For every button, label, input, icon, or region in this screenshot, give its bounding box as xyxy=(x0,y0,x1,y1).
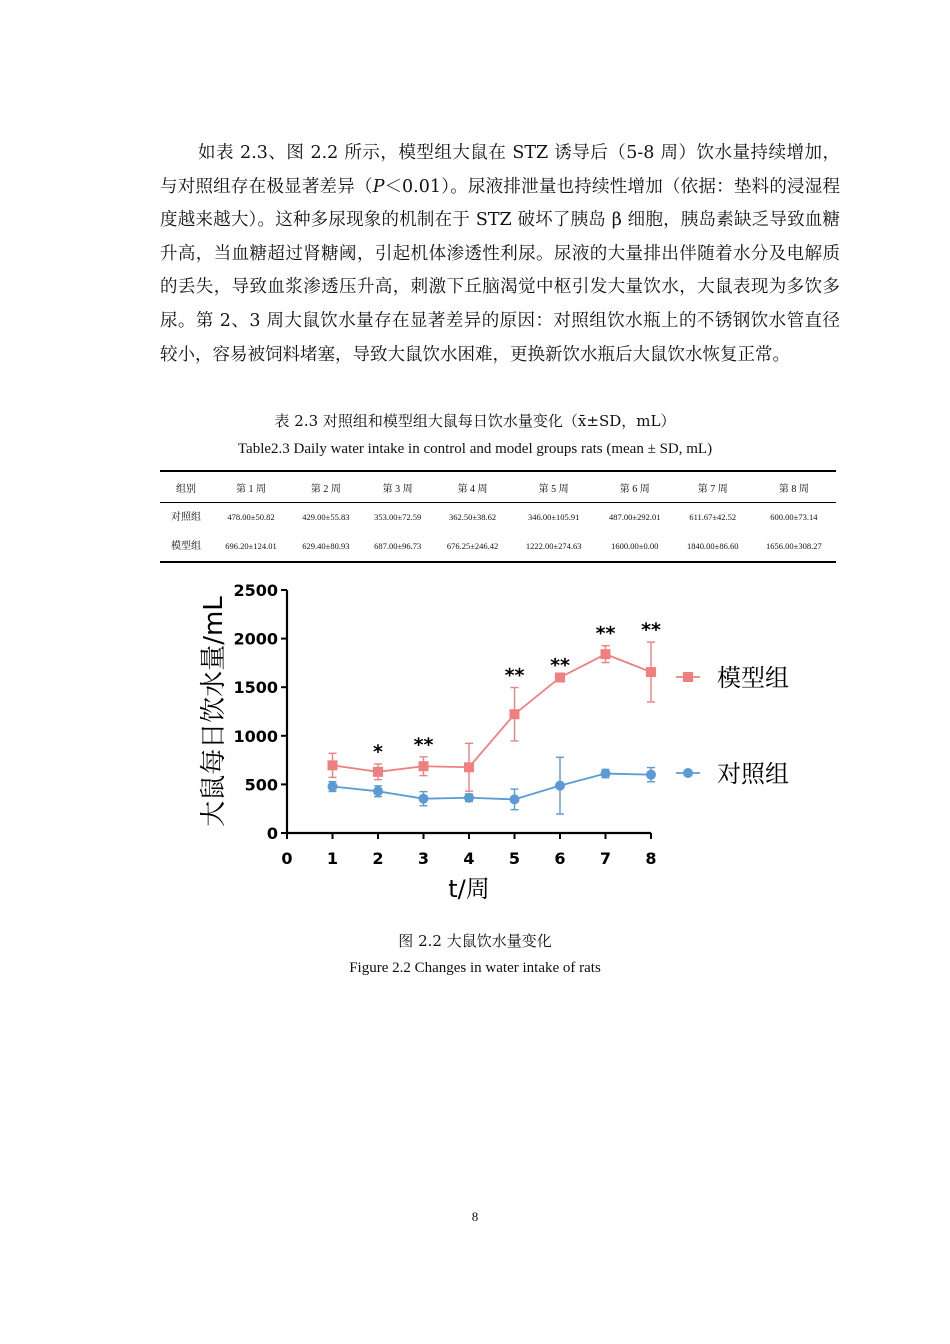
significance-marker: ** xyxy=(413,733,434,756)
header-group: 组别 xyxy=(176,483,196,495)
data-point xyxy=(464,762,474,772)
page-number: 8 xyxy=(471,1209,479,1224)
y-tick-label: 2500 xyxy=(233,581,278,600)
legend-marker xyxy=(683,672,693,682)
x-axis-label: t/周 xyxy=(448,875,490,903)
data-point xyxy=(646,667,656,677)
data-point xyxy=(510,709,520,719)
legend-label: 对照组 xyxy=(717,760,789,788)
data-point xyxy=(601,769,611,779)
table-cell: 1840.00±86.60 xyxy=(687,541,739,551)
cell-group-model: 模型组 xyxy=(171,541,201,552)
table-cell: 1600.00±0.00 xyxy=(611,541,659,551)
data-point xyxy=(373,767,383,777)
header-week-7: 第 7 周 xyxy=(697,483,728,495)
table-cell: 629.40±80.93 xyxy=(302,541,350,551)
table-caption-cn: 表 2.3 对照组和模型组大鼠每日饮水量变化（x̄±SD，mL） xyxy=(274,412,676,430)
data-point xyxy=(419,794,429,804)
table-cell: 353.00±72.59 xyxy=(374,512,422,522)
significance-marker: * xyxy=(373,740,383,763)
header-week-2: 第 2 周 xyxy=(310,483,341,495)
header-week-6: 第 6 周 xyxy=(619,483,650,495)
data-point xyxy=(464,793,474,803)
x-tick-label: 4 xyxy=(463,849,475,868)
table-row-model xyxy=(160,532,836,562)
cell-group-control: 对照组 xyxy=(171,512,201,523)
x-tick-label: 8 xyxy=(645,849,657,868)
data-point xyxy=(328,760,338,770)
table-cell: 346.00±105.91 xyxy=(527,512,580,522)
table-cell: 676.25±246.42 xyxy=(446,541,499,551)
table-cell: 429.00±55.83 xyxy=(302,512,350,522)
significance-marker: ** xyxy=(550,654,570,677)
figure-caption-en: Figure 2.2 Changes in water intake of rats xyxy=(349,960,601,976)
x-tick-label: 1 xyxy=(326,849,339,868)
table-cell: 1222.00±274.63 xyxy=(525,541,582,551)
header-week-4: 第 4 周 xyxy=(457,483,488,495)
x-tick-label: 0 xyxy=(281,849,293,868)
table-row-control xyxy=(160,503,836,533)
header-week-1: 第 1 周 xyxy=(236,483,266,495)
p-value-symbol: P xyxy=(372,176,385,197)
significance-marker: ** xyxy=(641,619,661,642)
table-cell: 478.00±50.82 xyxy=(227,512,275,522)
data-point xyxy=(419,761,429,771)
y-axis-label: 大鼠每日饮水量/mL xyxy=(199,596,229,827)
table-cell: 362.50±38.62 xyxy=(448,512,497,522)
table-cell: 611.67±42.52 xyxy=(689,512,737,522)
header-week-8: 第 8 周 xyxy=(778,483,809,495)
table-cell: 600.00±73.14 xyxy=(770,512,818,522)
data-point xyxy=(328,782,338,792)
paragraph-part1: 如表 2.3、图 2.2 所示，模型组大鼠在 STZ 诱导后（5-8 周）饮水量持续增加，与对照组存在极显著差异（ xyxy=(160,143,840,197)
water-intake-chart xyxy=(180,575,820,910)
significance-marker: ** xyxy=(595,622,616,645)
header-week-3: 第 3 周 xyxy=(382,483,413,495)
significance-marker: ** xyxy=(504,664,525,687)
table-cell: 687.00±96.73 xyxy=(374,541,422,551)
table-cell: 696.20±124.01 xyxy=(225,541,277,551)
y-tick-label: 1500 xyxy=(233,678,278,698)
y-tick-label: 1000 xyxy=(233,726,278,746)
table-cell: 487.00±292.01 xyxy=(609,512,661,522)
figure-caption-cn: 图 2.2 大鼠饮水量变化 xyxy=(398,932,552,950)
data-point xyxy=(373,786,383,796)
table-header-row xyxy=(160,471,836,503)
paragraph-part2: ＜0.01）。尿液排泄量也持续性增加（依据：垫料的浸湿程度越来越大）。这种多尿现象的机制在于 STZ 破坏了胰岛 β 细胞，胰岛素缺乏导致血糖升高，当血糖超过肾糖阈，引起机体渗透性利尿。尿液的大量排出伴随着水分及电解质的丢失，导致血浆渗透压升高，刺激下丘脑渴觉中枢引发大量饮水，大鼠表现为多饮多尿。第 2、3 周大鼠饮水量存在显著差异的原因：对照组饮水瓶上的不锈钢饮水管直径较小，容易被饲料堵塞，导致大鼠饮水困难，更换新饮水瓶后大鼠饮水恢复正常。 xyxy=(160,176,841,365)
y-tick-label: 0 xyxy=(266,824,278,843)
legend-marker xyxy=(683,768,693,778)
x-tick-label: 6 xyxy=(554,849,566,868)
y-tick-label: 2000 xyxy=(233,629,278,649)
x-tick-label: 2 xyxy=(372,849,384,868)
data-point xyxy=(510,794,520,804)
header-week-5: 第 5 周 xyxy=(538,483,569,495)
data-point xyxy=(555,781,565,791)
x-tick-label: 7 xyxy=(599,849,612,868)
water-intake-table xyxy=(160,470,836,563)
table-cell: 1656.00±308.27 xyxy=(766,541,822,551)
data-point xyxy=(646,770,656,780)
y-tick-label: 500 xyxy=(244,775,278,795)
body-paragraph xyxy=(160,137,840,372)
x-tick-label: 3 xyxy=(417,849,430,868)
legend-label: 模型组 xyxy=(717,664,789,692)
x-tick-label: 5 xyxy=(508,849,521,868)
data-point xyxy=(601,649,611,659)
table-caption-en: Table2.3 Daily water intake in control and model groups rats (mean ± SD, mL) xyxy=(237,441,713,457)
